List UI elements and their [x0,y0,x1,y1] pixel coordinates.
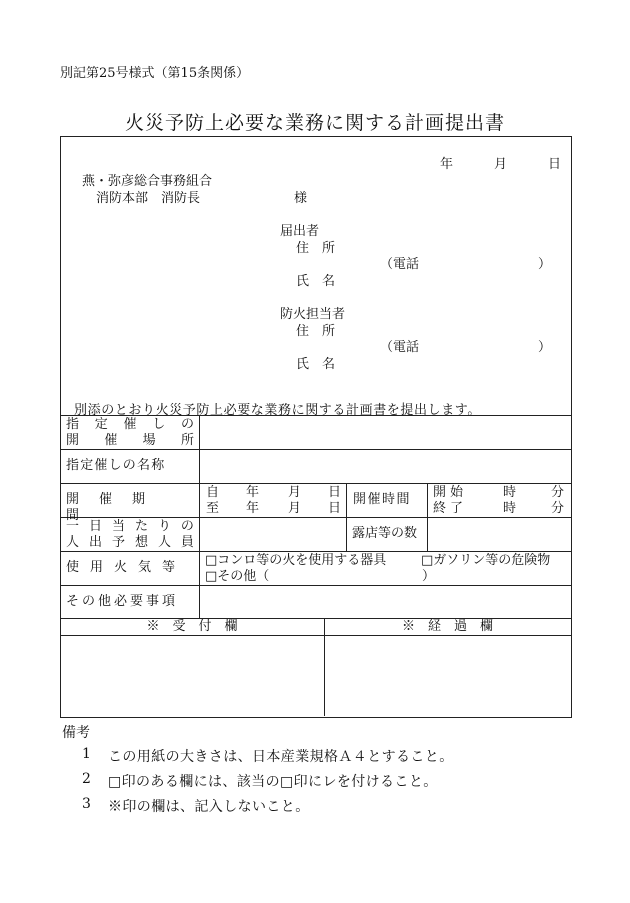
note-text: □印のある欄には、該当の□印にレを付けること。 [108,774,438,790]
form-number: 別記第25号様式（第15条関係） [60,66,250,81]
submitter-phone-open: （電話 [380,257,420,272]
time-label: 開催時間 [353,492,412,507]
stalls-label: 露店等の数 [352,526,418,541]
reception-header: ※ 受 付 欄 [146,619,238,634]
page-title: 火災予防上必要な業務に関する計画提出書 [124,112,505,134]
fire-officer-name-label: 氏 名 [296,357,336,372]
statement: 別添のとおり火災予防上必要な業務に関する計画書を提出します。 [74,403,481,418]
date-year: 年 [440,157,454,172]
attendance-label-line1: 一 日 当 た り の [66,519,194,534]
note-number: 2 [82,771,91,787]
period-from: 自 [206,485,220,500]
period-label: 開催期間 [66,492,166,523]
fire-use-option-other[interactable]: □その他（ [205,569,270,584]
table-line [427,483,428,551]
table-line [60,551,571,552]
addressee-org: 燕・弥彦総合事務組合 [82,174,213,189]
date-month: 月 [494,157,508,172]
addressee-position: 消防本部 消防長 [96,191,201,206]
period-to-month: 月 [288,501,302,516]
event-name-label: 指定催しの名称 [66,458,166,473]
notes-heading: 備考 [62,725,90,741]
fire-officer-phone-close: ） [538,340,552,355]
fire-use-option-hazardous[interactable]: □ガソリン等の危険物 [421,553,551,568]
table-line [60,585,571,586]
fire-officer-heading: 防火担当者 [280,307,346,322]
table-line [60,483,571,484]
submitter-heading: 届出者 [280,224,320,239]
time-start-minute: 分 [551,485,565,500]
time-end-hour: 時 [503,501,517,516]
fire-use-label: 使用火気等 [66,560,187,575]
date-day: 日 [548,157,562,172]
venue-label-line1: 指 定 催 し の [66,417,194,432]
period-to: 至 [206,501,220,516]
attendance-label-line2: 人 出 予 想 人 員 [66,535,194,550]
period-from-month: 月 [288,485,302,500]
fire-use-option-other-close: ） [422,569,436,584]
addressee-honorific: 様 [294,191,308,206]
venue-label-line2: 開 催 場 所 [66,433,194,448]
table-line [346,483,347,551]
time-start-label: 開始 [433,485,468,500]
submitter-address-label: 住 所 [296,241,336,256]
period-from-year: 年 [246,485,260,500]
table-line [60,449,571,450]
note-number: 3 [82,796,91,812]
time-end-minute: 分 [551,501,565,516]
time-start-hour: 時 [503,485,517,500]
fire-officer-phone-open: （電話 [380,340,420,355]
note-number: 1 [82,746,91,762]
note-text: この用紙の大きさは、日本産業規格Ａ４とすること。 [108,749,454,765]
table-line [60,415,571,416]
fire-officer-address-label: 住 所 [296,324,336,339]
note-text: ※印の欄は、記入しないこと。 [108,799,310,815]
progress-header: ※ 経 過 欄 [401,619,493,634]
table-line [60,635,571,636]
period-to-day: 日 [328,501,342,516]
time-end-label: 終了 [433,501,468,516]
submitter-phone-close: ） [538,257,552,272]
submitter-name-label: 氏 名 [296,274,336,289]
fire-use-option-stove[interactable]: □コンロ等の火を使用する器具 [205,553,387,568]
table-line [199,415,200,618]
period-to-year: 年 [246,501,260,516]
period-from-day: 日 [328,485,342,500]
other-label: その他必要事項 [66,594,179,609]
